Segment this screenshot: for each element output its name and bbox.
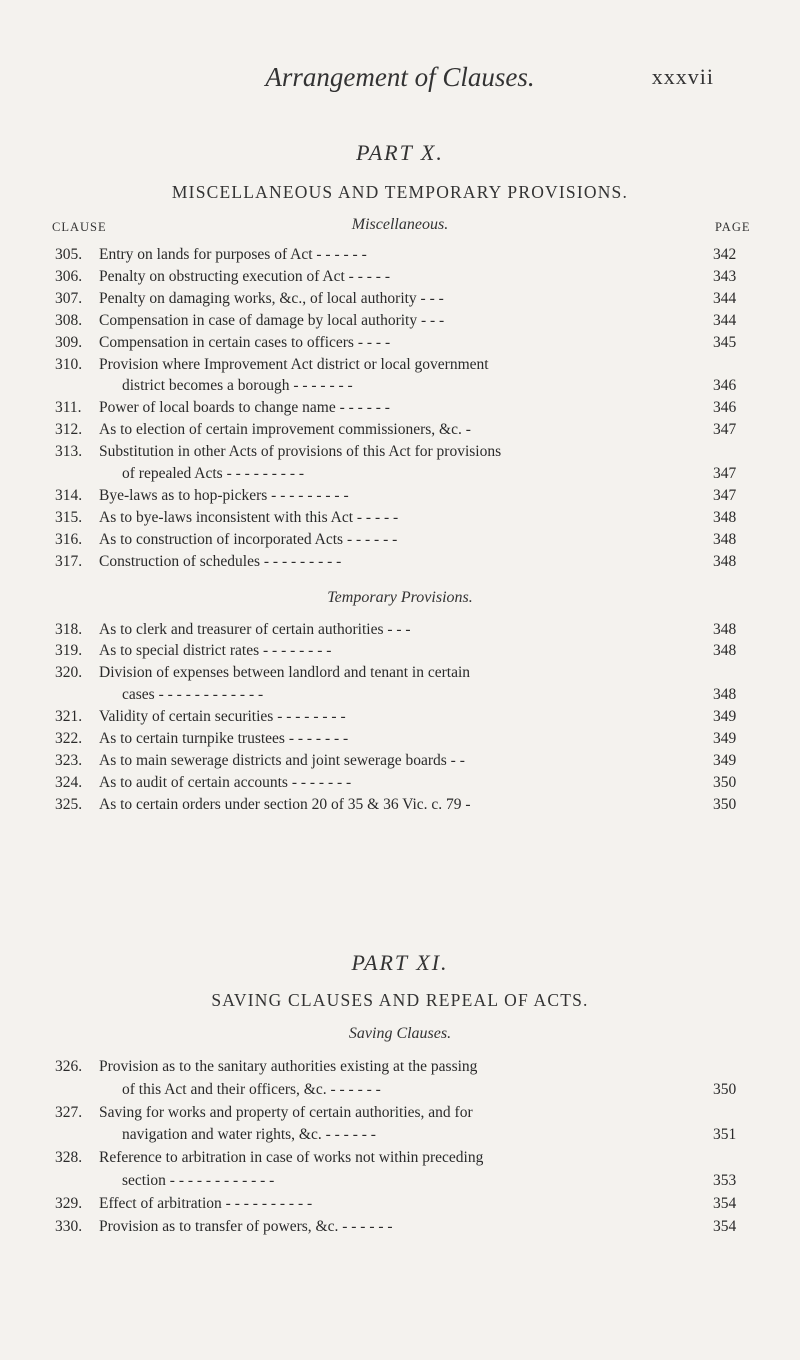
clause-entry-line	[0, 312, 800, 334]
clause-title: Division of expenses between landlord and tenant in certain	[99, 664, 471, 682]
page-number: 344	[713, 289, 737, 307]
clause-entry-line	[0, 487, 800, 509]
page-number: 349	[713, 708, 737, 726]
clause-title: Provision as to the sanitary authorities existing at the passing	[99, 1058, 478, 1075]
page-number: 347	[713, 465, 737, 482]
page-number: 348	[713, 530, 737, 548]
clause-number: 316.	[55, 530, 83, 548]
clause-number: 311.	[55, 399, 82, 417]
clause-title: As to certain orders under section 20 of 35 & 36 Vic. c. 79 -	[99, 795, 471, 813]
clause-title: As to construction of incorporated Acts - - - - - -	[99, 530, 398, 548]
clause-entry-line	[0, 531, 800, 553]
page-number: 349	[713, 751, 737, 769]
saving-clauses-heading: Saving Clauses.	[348, 1025, 452, 1042]
clause-entry-line	[0, 246, 800, 268]
clause-entry-line	[0, 774, 800, 796]
clause-entry-line	[0, 752, 800, 774]
clause-number: 305.	[55, 246, 83, 263]
part-x-title: PART X.	[356, 140, 444, 165]
clause-entry-line	[0, 1195, 800, 1217]
clause-number: 315.	[55, 508, 83, 526]
clause-entry-line	[0, 708, 800, 730]
page-column-label: PAGE	[715, 220, 751, 234]
page-number: 347	[713, 421, 737, 439]
clause-title: Provision as to transfer of powers, &c. - - - - - -	[99, 1217, 393, 1235]
clause-title: Penalty on obstructing execution of Act - - - - -	[99, 267, 390, 285]
clause-number: 328.	[55, 1149, 83, 1167]
clause-title: As to bye-laws inconsistent with this Act - - - - -	[99, 508, 399, 526]
clause-number: 327.	[55, 1103, 83, 1121]
clause-title: Construction of schedules - - - - - - - - -	[99, 552, 342, 570]
clause-title: Power of local boards to change name - - - - - -	[99, 399, 390, 417]
page-number: 342	[713, 246, 737, 263]
clause-title: As to election of certain improvement commissioners, &c. -	[99, 421, 471, 439]
clause-title: of this Act and their officers, &c. - - - - - -	[122, 1080, 381, 1098]
clause-number: 313.	[55, 443, 83, 461]
clause-number: 309.	[55, 333, 83, 351]
clause-title: Effect of arbitration - - - - - - - - - -	[99, 1194, 313, 1212]
page-number: 343	[713, 267, 737, 285]
clause-title: Penalty on damaging works, &c., of local authority - - -	[99, 289, 444, 307]
clause-number: 314.	[55, 486, 83, 504]
page-number: 354	[713, 1217, 737, 1235]
clause-entry-line	[0, 334, 800, 356]
clause-entry-line	[0, 399, 800, 421]
clause-number: 322.	[55, 730, 83, 747]
clause-title: Substitution in other Acts of provisions of this Act for provisions	[99, 443, 502, 461]
clause-title: district becomes a borough - - - - - - -	[122, 377, 353, 395]
page-number: 344	[713, 311, 737, 329]
clause-entry-line	[0, 1218, 800, 1240]
clause-entry-line	[0, 1126, 800, 1148]
clause-title: Validity of certain securities - - - - - - - -	[99, 708, 346, 726]
miscellaneous-heading: Miscellaneous.	[351, 216, 449, 233]
clause-number: 306.	[55, 267, 83, 285]
clause-entry-line	[0, 1149, 800, 1171]
page-number: 349	[713, 730, 737, 747]
clause-entry-line	[0, 443, 800, 465]
page-number: 350	[713, 773, 737, 791]
page-number: 350	[713, 1080, 737, 1098]
page-number: 353	[713, 1172, 737, 1189]
clause-title: Saving for works and property of certain authorities, and for	[99, 1103, 473, 1121]
clause-number: 323.	[55, 751, 83, 769]
temporary-provisions-heading: Temporary Provisions.	[327, 588, 473, 606]
clause-entry-line	[0, 1081, 800, 1103]
clause-entry-line	[0, 553, 800, 575]
clause-number: 307.	[55, 289, 83, 307]
clause-title: Bye-laws as to hop-pickers - - - - - - - - -	[99, 486, 349, 504]
clause-entry-line	[0, 290, 800, 312]
clause-number: 325.	[55, 795, 83, 813]
clause-title: As to certain turnpike trustees - - - - - - -	[99, 730, 349, 747]
clause-entry-line	[0, 796, 800, 818]
clause-title: of repealed Acts - - - - - - - - -	[122, 465, 305, 482]
clause-entry-line	[0, 1058, 800, 1080]
clause-title: Compensation in certain cases to officers - - - -	[99, 333, 391, 351]
clause-title: As to clerk and treasurer of certain authorities - - -	[99, 620, 411, 638]
part-xi-title: PART XI.	[351, 950, 449, 975]
page-number: 350	[713, 795, 737, 813]
clause-entry-line	[0, 1104, 800, 1126]
clause-title: Reference to arbitration in case of works not within preceding	[99, 1149, 484, 1167]
clause-number: 326.	[55, 1058, 83, 1075]
page-number: 351	[713, 1126, 737, 1144]
page-number: 348	[713, 508, 737, 526]
clause-number: 321.	[55, 708, 83, 726]
clause-entry-line	[0, 621, 800, 643]
page-number: 348	[713, 620, 737, 638]
part-x-heading: MISCELLANEOUS AND TEMPORARY PROVISIONS.	[171, 182, 629, 202]
clause-number: 318.	[55, 620, 83, 638]
running-title: Arrangement of Clauses.	[265, 62, 535, 92]
clause-title: cases - - - - - - - - - - - -	[122, 686, 264, 704]
page-number: 347	[713, 486, 737, 504]
clause-number: 329.	[55, 1194, 83, 1212]
clause-entry-line	[0, 465, 800, 487]
clause-column-label: CLAUSE	[52, 220, 107, 234]
page-number: 348	[713, 552, 737, 570]
clause-number: 319.	[55, 642, 83, 660]
clause-entry-line	[0, 1172, 800, 1194]
clause-title: navigation and water rights, &c. - - - - - -	[122, 1126, 376, 1144]
page-number: 346	[713, 399, 737, 417]
part-xi-heading: SAVING CLAUSES AND REPEAL OF ACTS.	[211, 990, 589, 1010]
clause-entry-line	[0, 686, 800, 708]
page-number: 348	[713, 686, 737, 704]
clause-entry-line	[0, 421, 800, 443]
clause-number: 320.	[55, 664, 83, 682]
page-number: 348	[713, 642, 737, 660]
clause-number: 308.	[55, 311, 83, 329]
page-number: 346	[713, 377, 737, 395]
clause-entry-line	[0, 664, 800, 686]
clause-entry-line	[0, 356, 800, 378]
clause-entry-line	[0, 377, 800, 399]
clause-entry-line	[0, 509, 800, 531]
clause-title: As to audit of certain accounts - - - - - - -	[99, 773, 352, 791]
clause-entry-line	[0, 730, 800, 752]
clause-title: section - - - - - - - - - - - -	[122, 1172, 275, 1189]
clause-title: As to main sewerage districts and joint sewerage boards - -	[99, 751, 465, 769]
clause-entry-line	[0, 642, 800, 664]
running-header	[0, 62, 800, 92]
clause-title: As to special district rates - - - - - - - -	[99, 642, 332, 660]
clause-number: 312.	[55, 421, 83, 439]
clause-number: 324.	[55, 773, 83, 791]
clause-title: Provision where Improvement Act district or local government	[99, 355, 489, 373]
page-folio: xxxvii	[651, 64, 714, 89]
clause-title: Compensation in case of damage by local authority - - -	[99, 311, 445, 329]
clause-title: Entry on lands for purposes of Act - - - - - -	[99, 246, 367, 263]
clause-number: 330.	[55, 1217, 83, 1235]
page-number: 345	[713, 333, 737, 351]
clause-entry-line	[0, 268, 800, 290]
page-number: 354	[713, 1194, 737, 1212]
clause-number: 317.	[55, 552, 83, 570]
clause-number: 310.	[55, 355, 83, 373]
